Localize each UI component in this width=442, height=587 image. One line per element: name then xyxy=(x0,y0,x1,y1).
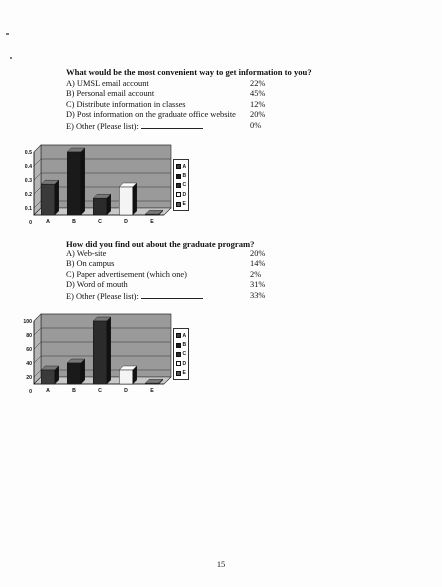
legend-label: E xyxy=(182,201,186,208)
answer-row xyxy=(66,100,276,110)
x-tick-label: B xyxy=(72,219,76,225)
chart-2-legend xyxy=(173,328,189,380)
y-tick-label: 80 xyxy=(26,332,32,339)
legend-swatch xyxy=(176,343,181,348)
x-tick-label: E xyxy=(150,219,154,225)
x-tick-label: D xyxy=(124,219,128,225)
legend-swatch xyxy=(176,352,181,357)
legend-item xyxy=(176,190,186,199)
legend-item xyxy=(176,340,186,349)
x-tick-label: E xyxy=(150,388,154,394)
answer-row xyxy=(66,121,276,132)
y-tick-label: 100 xyxy=(23,318,32,325)
bar-side xyxy=(81,148,85,215)
legend-swatch xyxy=(176,333,181,338)
answer-label: D) Word of mouth xyxy=(66,280,128,290)
legend-swatch xyxy=(176,164,181,169)
answer-label: B) Personal email account xyxy=(66,89,155,99)
legend-label: C xyxy=(182,182,187,189)
answer-percent: 22% xyxy=(250,79,266,88)
write-in-blank xyxy=(141,121,203,129)
legend-label: A xyxy=(182,163,187,170)
legend-item xyxy=(176,331,186,340)
page-number: 15 xyxy=(216,560,226,569)
answer-percent: 20% xyxy=(250,249,266,258)
bar-a xyxy=(41,184,55,215)
bar-b xyxy=(67,152,81,215)
answer-label: A) UMSL email account xyxy=(66,79,149,88)
bar-side xyxy=(81,359,85,384)
answer-row xyxy=(66,270,276,280)
legend-swatch xyxy=(176,361,181,366)
scan-artifact xyxy=(6,33,9,35)
answer-percent: 31% xyxy=(250,280,266,290)
bar-a xyxy=(41,370,55,384)
question-2: How did you find out about the graduate program? xyxy=(66,239,255,249)
legend-item xyxy=(176,162,186,171)
answer-row xyxy=(66,89,276,99)
legend-item xyxy=(176,350,186,359)
bar-c xyxy=(93,321,107,384)
bar-e xyxy=(145,383,159,384)
answer-list-2 xyxy=(66,249,276,302)
legend-label: B xyxy=(182,173,187,180)
answer-percent: 0% xyxy=(250,120,262,130)
answer-list-1 xyxy=(66,79,276,132)
x-tick-label: D xyxy=(124,388,128,394)
bar-side xyxy=(107,317,111,384)
y-tick-label: 0.5 xyxy=(24,149,32,156)
legend-swatch xyxy=(176,202,181,207)
legend-item xyxy=(176,200,186,209)
y-tick-label: 0 xyxy=(29,219,32,226)
answer-percent: 12% xyxy=(250,99,266,109)
legend-item xyxy=(176,369,186,378)
answer-label: C) Distribute information in classes xyxy=(66,99,186,109)
legend-item xyxy=(176,171,186,180)
answer-row xyxy=(66,79,276,89)
answer-label: C) Paper advertisement (which one) xyxy=(66,269,187,279)
bar-b xyxy=(67,363,81,384)
x-tick-label: B xyxy=(72,388,76,394)
answer-percent: 33% xyxy=(250,290,266,300)
bar-d xyxy=(119,370,133,384)
write-in-blank xyxy=(141,291,203,299)
answer-row xyxy=(66,280,276,290)
legend-item xyxy=(176,181,186,190)
answer-row xyxy=(66,259,276,269)
y-tick-label: 20 xyxy=(26,374,32,381)
answer-percent: 2% xyxy=(250,269,262,279)
y-tick-label: 0.4 xyxy=(24,163,32,170)
x-tick-label: C xyxy=(98,219,102,225)
question-1: What would be the most convenient way to get information to you? xyxy=(66,67,312,77)
answer-row xyxy=(66,249,276,259)
bar-side xyxy=(133,183,137,215)
answer-row xyxy=(66,291,276,302)
legend-label: A xyxy=(182,332,187,339)
y-tick-label: 40 xyxy=(26,360,32,367)
bar-c xyxy=(93,198,107,215)
bar-e xyxy=(145,214,159,215)
x-tick-label: A xyxy=(46,388,50,394)
x-tick-label: C xyxy=(98,388,102,394)
legend-label: D xyxy=(182,360,187,367)
answer-label: E) Other (Please list): xyxy=(66,121,139,131)
answer-label: D) Post information on the graduate office website xyxy=(66,110,236,120)
y-tick-label: 0.3 xyxy=(24,177,32,184)
answer-percent: 20% xyxy=(250,110,266,120)
legend-label: D xyxy=(182,191,187,198)
legend-label: C xyxy=(182,351,187,358)
answer-label: A) Web-site xyxy=(66,249,107,258)
legend-label: B xyxy=(182,342,187,349)
bar-d xyxy=(119,187,133,215)
x-tick-label: A xyxy=(46,219,50,225)
answer-label: B) On campus xyxy=(66,259,115,269)
legend-swatch xyxy=(176,183,181,188)
scan-artifact xyxy=(10,57,12,59)
answer-row xyxy=(66,110,276,120)
answer-percent: 45% xyxy=(250,89,266,99)
legend-swatch xyxy=(176,371,181,376)
legend-label: E xyxy=(182,370,186,377)
answer-label: E) Other (Please list): xyxy=(66,291,139,301)
legend-item xyxy=(176,359,186,368)
y-tick-label: 60 xyxy=(26,346,32,353)
y-tick-label: 0.1 xyxy=(24,205,32,212)
y-tick-label: 0.2 xyxy=(24,191,32,198)
bar-side xyxy=(55,180,59,215)
legend-swatch xyxy=(176,192,181,197)
y-tick-label: 0 xyxy=(29,388,32,395)
chart-1-legend xyxy=(173,159,189,211)
legend-swatch xyxy=(176,174,181,179)
answer-percent: 14% xyxy=(250,259,266,269)
